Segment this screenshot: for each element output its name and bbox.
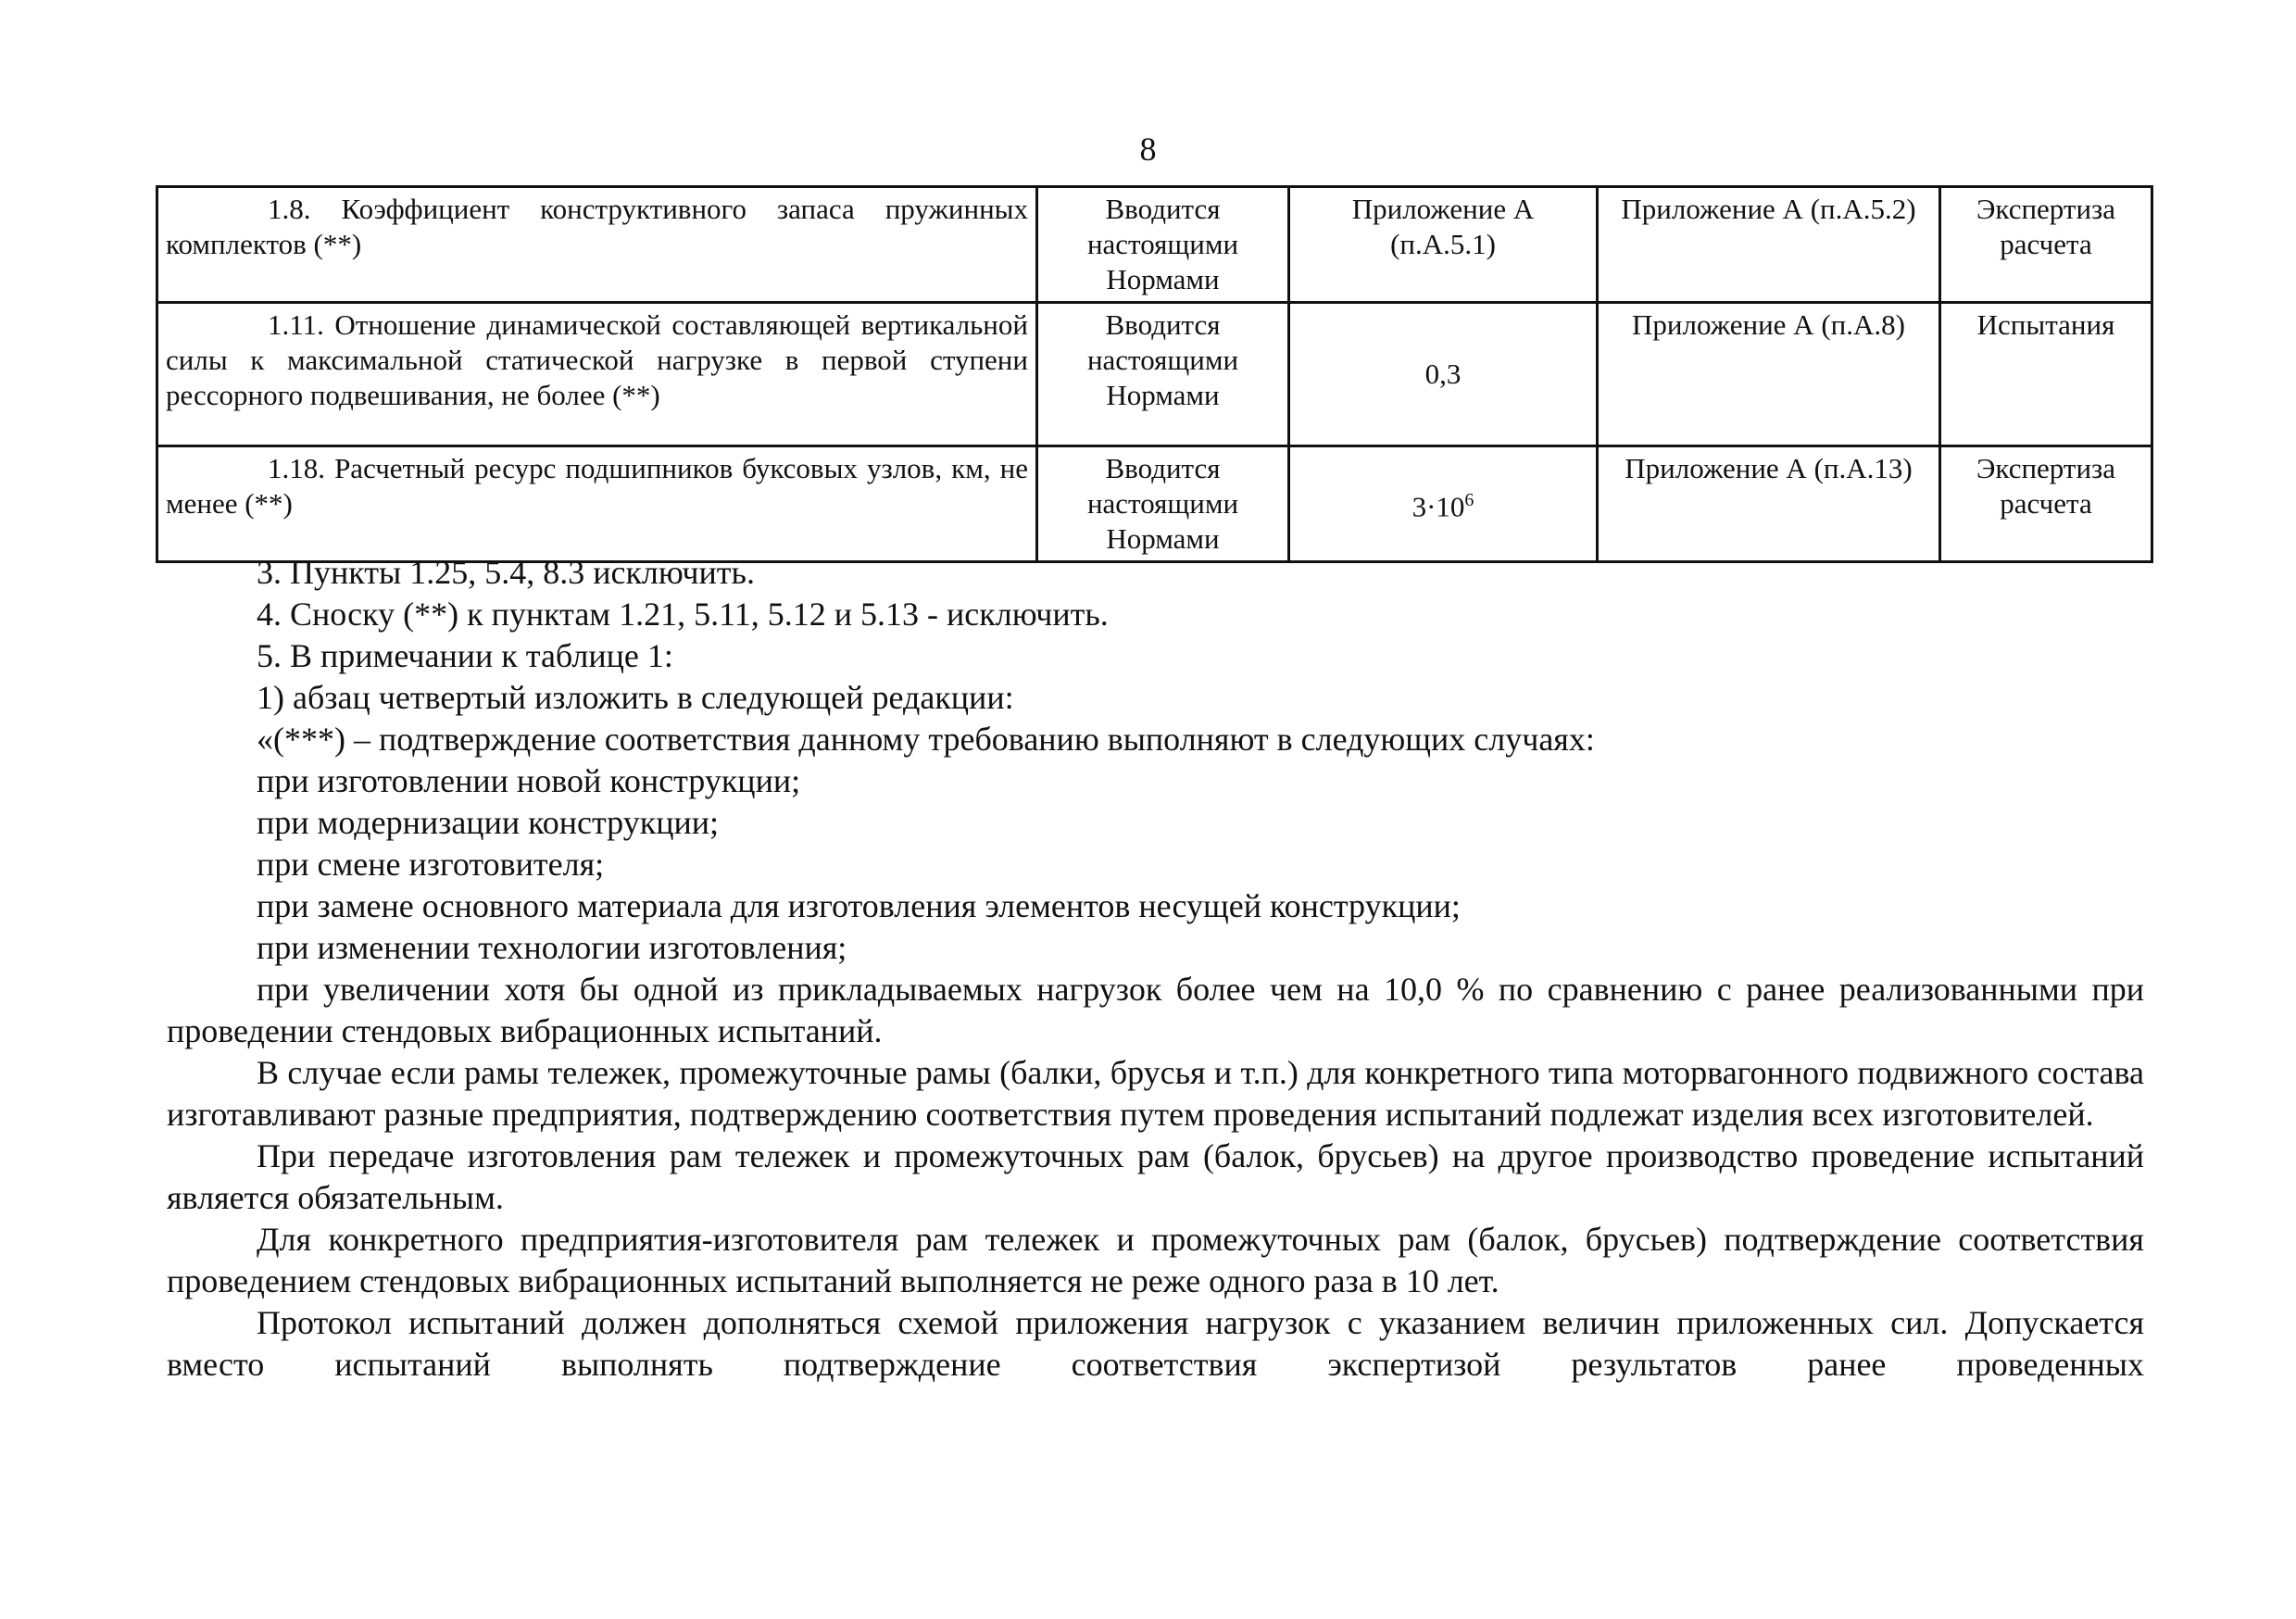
- table-row: [157, 187, 2152, 303]
- paragraph: 1) абзац четвертый изложить в следующей редакции:: [257, 679, 1014, 716]
- status-cell: Вводится настоящими Нормами: [1037, 446, 1289, 562]
- paragraph: В случае если рамы тележек, промежуточные рамы (балки, брусья и т.п.) для конкретного типа моторвагонного подвижного состава изготавливают разные предприятия, подтверждению соответствия путем проведения испытаний подлежат изделия всех изготовителей.: [167, 1054, 2144, 1133]
- paragraph: Для конкретного предприятия-изготовителя рам тележек и промежуточных рам (балок, брусьев) подтверждение соответствия проведением стендовых вибрационных испытаний выполняется не реже одного раза в 10 лет.: [167, 1221, 2144, 1299]
- paragraph: при замене основного материала для изготовления элементов несущей конструкции;: [257, 887, 1461, 924]
- table-row: [157, 303, 2152, 446]
- confirm-cell: Экспертиза расчета: [1940, 446, 2152, 562]
- param-cell: 1.11. Отношение динамической составляющей вертикальной силы к максимальной статической нагрузке в первой ступени рессорного подвешивания, не более (**): [157, 303, 1037, 446]
- paragraph: 4. Сноску (**) к пунктам 1.21, 5.11, 5.12 и 5.13 - исключить.: [257, 596, 1109, 633]
- paragraph: при смене изготовителя;: [257, 846, 605, 883]
- paragraph: «(***) – подтверждение соответствия данному требованию выполняют в следующих случаях:: [257, 721, 1595, 758]
- value-cell: Приложение А (п.А.5.1): [1289, 187, 1598, 303]
- paragraph: 5. В примечании к таблице 1:: [257, 637, 673, 674]
- table-row: [157, 446, 2152, 562]
- value-cell: 0,3: [1289, 303, 1598, 446]
- paragraph: при изготовлении новой конструкции;: [257, 762, 801, 799]
- paragraph: при увеличении хотя бы одной из прикладываемых нагрузок более чем на 10,0 % по сравнению с ранее реализованными при проведении стендовых вибрационных испытаний.: [167, 971, 2144, 1049]
- page-number: 8: [1139, 131, 1157, 168]
- value-exponent: 6: [1464, 490, 1474, 511]
- method-ref-cell: Приложение А (п.А.5.2): [1598, 187, 1940, 303]
- paragraph: 3. Пункты 1.25, 5.4, 8.3 исключить.: [257, 554, 755, 591]
- paragraph: При передаче изготовления рам тележек и промежуточных рам (балок, брусьев) на другое производство проведение испытаний является обязательным.: [167, 1137, 2144, 1216]
- amendment-text: [167, 552, 2144, 1386]
- status-cell: Вводится настоящими Нормами: [1037, 187, 1289, 303]
- param-cell: 1.8. Коэффициент конструктивного запаса пружинных комплектов (**): [157, 187, 1037, 303]
- confirm-cell: Экспертиза расчета: [1940, 187, 2152, 303]
- requirements-table: [156, 185, 2153, 563]
- paragraph: при изменении технологии изготовления;: [257, 929, 847, 966]
- paragraph: Протокол испытаний должен дополняться схемой приложения нагрузок с указанием величин приложенных сил. Допускается вместо испытаний выполнять подтверждение соответствия экспертизой результатов ранее проведенных: [167, 1304, 2144, 1383]
- method-ref-cell: Приложение А (п.А.13): [1598, 446, 1940, 562]
- value-text: 3·10: [1411, 490, 1465, 523]
- value-cell: [1289, 446, 1598, 562]
- confirm-cell: Испытания: [1940, 303, 2152, 446]
- paragraph: при модернизации конструкции;: [257, 804, 719, 841]
- status-cell: Вводится настоящими Нормами: [1037, 303, 1289, 446]
- param-cell: 1.18. Расчетный ресурс подшипников буксовых узлов, км, не менее (**): [157, 446, 1037, 562]
- method-ref-cell: Приложение А (п.А.8): [1598, 303, 1940, 446]
